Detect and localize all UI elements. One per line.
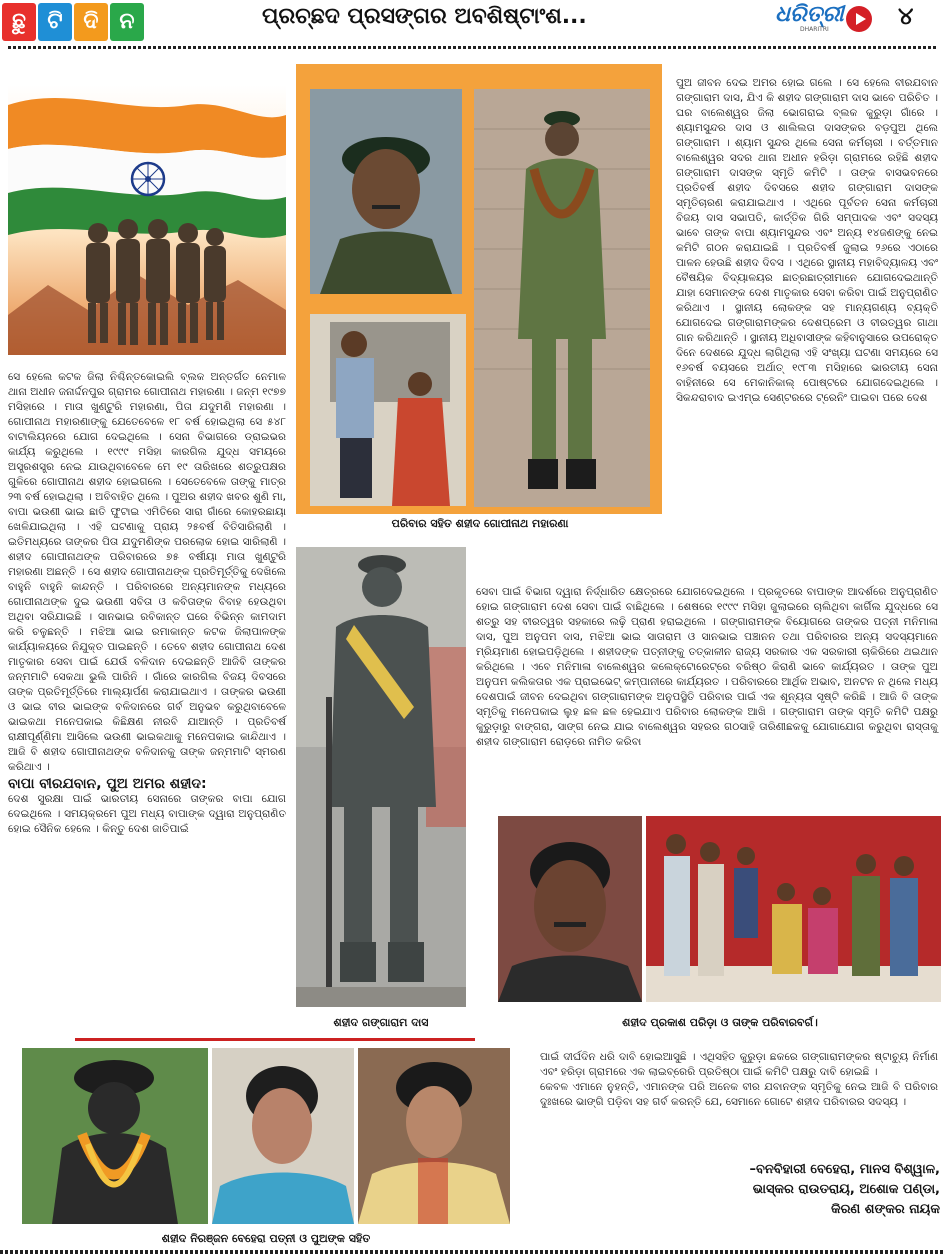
article-gangaram-wide xyxy=(476,585,938,750)
header-divider xyxy=(8,46,938,49)
subhead-body: ଦେଶ ସୁରକ୍ଷା ପାଇଁ ଭାରତୀୟ ସେନାରେ ତାଙ୍କର ବାପା ଯୋଗ ଦେଇଥିଲେ । ସମୟକ୍ରମେ ପୁଅ ମଧ୍ୟ ବାପାଙ୍କ ଦ୍ୱାରା ଅନୁପ୍ରାଣିତ ହୋଇ ସୈନିକ ହେଲେ । କିନ୍ତୁ ଦେଶ ଜାତିପାଇଁ xyxy=(8,793,286,835)
gangaram-memorial-statue xyxy=(296,547,466,1007)
article-gangaram-column xyxy=(676,76,938,406)
gopinath-photo-frame xyxy=(296,64,662,514)
flag-soldiers-illustration xyxy=(8,85,286,355)
caption-niranjan: ଶହୀଦ ନିରଞ୍ଜନ ବେହେରା ପତ୍ନୀ ଓ ପୁଅଙ୍କ ସହିତ xyxy=(161,1232,371,1245)
page-number: ୪ xyxy=(898,2,914,30)
caption-rule-top xyxy=(75,1038,475,1041)
newspaper-logo[interactable]: ଧରିତ୍ରୀ xyxy=(775,2,844,27)
article-closing-remark: କେବଳ ଏମାନେ ନୁହନ୍ତି, ଏମାନଙ୍କ ପରି ଅନେକ ବୀର ଯବାନଙ୍କ ସ୍ମୃତିକୁ ନେଇ ଆଜି ବି ପରିବାର ଦୁଃଖରେ ଭାଙ୍ଗି ପଡ଼ିବା ସହ ଗର୍ବ କରନ୍ତି ଯେ, ସେମାନେ ଗୋଟେ ଶହୀଦ ପରିବାରର ସଦସ୍ୟ । xyxy=(540,1081,938,1108)
niranjan-son-photo xyxy=(358,1048,510,1224)
gopinath-portrait xyxy=(310,89,462,294)
play-icon[interactable] xyxy=(846,6,872,32)
article-gangaram-body: ପୁଅ ଜୀବନ ଦେଇ ଅମର ହୋଇ ଗଲେ । ସେ ହେଲେ ବୀରଯବାନ ଗଙ୍ଗାରାମ ଦାସ, ଯିଏ କି ଶହୀଦ ଗଙ୍ଗାରାମ ଦାସ ଭାବେ ପରିଚିତ । ଘର ବାଲେଶ୍ୱର ଜିଲା ଭୋଗରାଇ ବ୍ଲକ କୁରୁଡ଼ା ଗାଁରେ । ଶ୍ୟାମସୁନ୍ଦର ଦାସ ଓ ଶାଲିଲତା ଦାସଙ୍କର ବଡ଼ପୁଅ ଥିଲେ ଗଙ୍ଗାରାମ । ଶ୍ୟାମ ସୁନ୍ଦର ଥିଲେ ସେନା କର୍ମଚାରୀ । ବର୍ତ୍ତମାନ ବାଲେଶ୍ୱର ସଦର ଥାନା ଅଧୀନ ହରିଡ଼ା ଗ୍ରାମରେ ରହିଛି ଶହୀଦ ଗଙ୍ଗାରାମ ଦାସଙ୍କ ସ୍ମୃତି କମିଟି । ତାଙ୍କ ବାସଭବନରେ ପ୍ରତିବର୍ଷ ଶହୀଦ ଦିବସରେ ଶହୀଦ ଗଙ୍ଗାରାମ ଦାସଙ୍କ ସ୍ମୃତିଚାରଣ କରାଯାଇଥାଏ । ଏଥିରେ ପୂର୍ବତନ ସେନା କର୍ମଚାରୀ ବିଜୟ ଦାସ ସଭାପତି, କାର୍ତ୍ତିକ ଗିରି ସମ୍ପାଦକ ଏବଂ ସଦସ୍ୟ ଭାବେ ତାଙ୍କ ବାପା ଶ୍ୟାମସୁନ୍ଦର ଏବଂ ଅନ୍ୟ ୧୪ଜଣଙ୍କୁ ନେଇ କମିଟି ଗଠନ କରାଯାଇଛି । ପ୍ରତିବର୍ଷ ଜୁଲାଇ ୨୬ରେ ଏଠାରେ ପାଳନ ହେଉଛି ଶହୀଦ ଦିବସ । ଏଥିରେ ସ୍ଥାନୀୟ ମହାବିଦ୍ୟାଳୟ ଏବଂ ବୈଷୟିକ ବିଦ୍ୟାଳୟର ଛାତ୍ରଛାତ୍ରୀମାନେ ଯୋଗଦେଇଥାନ୍ତି ଯାହା ସେମାନଙ୍କ ଦେଶ ମାତୃକାର ସେବା କରିବା ପାଇଁ ଅନୁପ୍ରାଣିତ କରିଥାଏ । ସ୍ଥାନୀୟ ଲୋକଙ୍କ ସହ ମାନ୍ୟଗଣ୍ୟ ବ୍ୟକ୍ତି ଯୋଗଦେଇ ଗଙ୍ଗାରାମଙ୍କର ଦେଶପ୍ରେମ ଓ ବୀରତ୍ୱର ଗାଥା ଗାନ କରିଥାନ୍ତି । ସ୍ଥାନୀୟ ଅଧିବାସୀଙ୍କ କହିବାନୁସାରେ ଉପରୋକ୍ତ ଦିନେ ଦେଶରେ ଯୁଦ୍ଧ ଲାଗିଥିଲା ଏହି ସଂଖ୍ୟା ଘଟଣା ସମୟରେ ସେ ୧୬ବର୍ଷ ବୟସରେ ଅର୍ଥାତ୍ ୧୯୮୩ ମସିହାରେ ଭାରତୀୟ ସେନା ବାହିନୀରେ ସେ ମେକାନିକାଲ୍ ପୋଷ୍ଟରେ ଯୋଗଦେଇଥିଲେ । ସିକନ୍ଦରାବାଦ ଇଏମ୍ଇ ସେଣ୍ଟରରେ ଟ୍ରେନିଂ ପାଇବା ପରେ ଦେଶ xyxy=(676,77,938,404)
section-tile-2: ଟି xyxy=(38,3,72,41)
footer-divider xyxy=(0,1250,945,1254)
niranjan-wife-photo xyxy=(212,1048,354,1224)
prakash-portrait xyxy=(498,816,642,1002)
caption-gangaram: ଶହୀଦ ଗଙ୍ଗାରାମ ଦାସ xyxy=(333,1016,429,1029)
article-gopinath xyxy=(8,370,286,837)
article-gopinath-body: ସେ ହେଲେ କଟକ ଜିଲା ନିଶ୍ଚିନ୍ତକୋଇଲି ବ୍ଲକ ଅନ୍ତର୍ଗତ ନେମାଳ ଥାନା ଅଧୀନ ଜନାର୍ଦ୍ଦନପୁର ଗ୍ରାମର ଗୋପୀନାଥ ମହାରଣା । ଜନ୍ମ ୧୯୭୭ ମସିହାରେ । ମାତା ଖୁଣ୍ଟୁରି ମହାରଣା, ପିତା ଯଦୁମଣି ମହାରଣା । ଗୋପୀନାଥ ମହାରଣାଙ୍କୁ ଯେତେବେଳେ ୧୮ ବର୍ଷ ହୋଇଥିଲା ସେ ୫୪୮ ବାଟାଲିୟନରେ ଯୋଗ ଦେଇଥିଲେ । ସେନା ବିଭାଗରେ ଡ୍ରାଇଭର କାର୍ଯ୍ୟ କରୁଥିଲେ । ୧୯୯୯ ମସିହା କାରଗିଲ ଯୁଦ୍ଧ ସମୟରେ ଅସ୍ତ୍ରଶସ୍ତ୍ର ନେଇ ଯାଉଥିବାବେଳେ ମେ ୧୯ ତାରିଖରେ ଶତ୍ରୁପକ୍ଷର ଗୁଳିରେ ଗୋପୀନାଥ ଶହୀଦ ହୋଇଗଲେ । ସେତେବେଳେ ତାଙ୍କୁ ମାତ୍ର ୨୩ ବର୍ଷ ହୋଇଥିଲା । ଅବିବାହିତ ଥିଲେ । ପୁଅର ଶହୀଦ ଖବର ଶୁଣି ମା, ବାପା ଭଉଣୀ ଭାଇ ଛାତି ଫୁଟାଇ ଏମିତିରେ ସାରା ଗାଁରେ କୋହରଛାୟା ଖେଳିଯାଇଥିଲା । ଏହି ଘଟଣାକୁ ପ୍ରାୟ ୨୫ବର୍ଷ ବିତିସାରିଲାଣି । ଇତିମଧ୍ୟରେ ତାଙ୍କର ପିତା ଯଦୁମଣିଙ୍କ ପରଲୋକ ହୋଇ ସାରିଲାଣି । ଶହୀଦ ଗୋପୀନାଥଙ୍କ ପରିବାରରେ ୭୫ ବର୍ଷୀୟା ମାତା ଖୁଣ୍ଟୁରି ମହାରଣା ଅଛନ୍ତି । ସେ ଶହୀଦ ଗୋପୀନାଥଙ୍କ ପ୍ରତିମୂର୍ତ୍ତିକୁ ଦେଖିଲେ ବାହୁନି ବାହୁନି କାନ୍ଦନ୍ତି । ପରିବାରରେ ଅନ୍ୟମାନଙ୍କ ମଧ୍ୟରେ ଗୋପୀନାଥଙ୍କ ଦୁଇ ଭଉଣୀ ସବିତା ଓ କବିତାଙ୍କ ବିବାହ ହେଉଥିବା ଅଥିବା ସରିଯାଇଛି । ସାନଭାଇ ରବିକାନ୍ତ ଘରେ ବିଭିନ୍ନ କାମଦାମ କରି ଚଳୁଛନ୍ତି । ମଝିଆ ଭାଇ ରମାକାନ୍ତ କଟକ ଜିଲାପାଳଙ୍କ କାର୍ଯ୍ୟାଳୟରେ ନିଯୁକ୍ତ ପାଇଛନ୍ତି । ତେବେ ଶହୀଦ ଗୋପୀନାଥ ଦେଶ ମାତୃକାର ସେବା ପାଇଁ ଯେଉଁ ବଳିଦାନ ଦେଇଛନ୍ତି ଆଜିବି ତାଙ୍କର ଜନ୍ମମାଟି ସେକଥା ଭୁଲି ପାରିନି । ଗାଁରେ କାରଗିଲ ବିଜୟ ଦିବସରେ ତାଙ୍କ ପ୍ରତିମୂର୍ତ୍ତିରେ ମାଲ୍ୟାର୍ପଣ କରାଯାଇଥାଏ । ତାଙ୍କର ଭଉଣୀ ଓ ଭାଇ ବୀର ଭାଇଙ୍କ ବଳିଦାନରେ ଗର୍ବ ଅନୁଭବ କରୁଥିବାବେଳେ ଭାଇକଥା ମନେପକାଇ କିଛିକ୍ଷଣ ନୀରବି ଯାଆନ୍ତି । ପ୍ରତିବର୍ଷ ରାକ୍ଷୀପୂର୍ଣ୍ଣିମା ଆସିଲେ ଭଉଣୀ ଭାଇକଥାକୁ ମନେପକାଇ କାନ୍ଦିଥାଏ । ଆଜି ବି ଶହୀଦ ଗୋପୀନାଥଙ୍କ ବଳିଦାନକୁ ତାଙ୍କ ଜନ୍ମମାଟି ସ୍ମରଣ କରିଥାଏ । xyxy=(8,371,286,773)
section-tile-4: ନ xyxy=(110,3,144,41)
gangaram-statue-photo xyxy=(474,89,650,507)
subhead-father-son: ବାପା ବୀରଯବାନ, ପୁଅ ଅମର ଶହୀଦ: xyxy=(8,776,207,792)
article-gangaram-wide-body: ସେବା ପାଇଁ ବିଭାଗ ଦ୍ୱାରା ନିର୍ଦ୍ଧାରିତ କ୍ଷେତ୍ରରେ ଯୋଗଦେଇଥିଲେ । ପ୍ରକୃତରେ ବାପାଙ୍କ ଆଦର୍ଶରେ ଅନୁପ୍ରାଣିତ ହୋଇ ଗଙ୍ଗାରାମ ଦେଶ ସେବା ପାଇଁ ବାଛିଥିଲେ । ଶେଷରେ ୧୯୯୯ ମସିହା ଜୁଲାଇରେ ଚାଲିଥିବା କାର୍ଗିଲ ଯୁଦ୍ଧରେ ସେ ଶତ୍ରୁ ସହ ବୀରତ୍ୱର ସହକାରେ ଲଢ଼ି ପ୍ରାଣ ହରାଇଥିଲେ । ଗଙ୍ଗାରାମଙ୍କ ବିୟୋଗରେ ତାଙ୍କର ପତ୍ନୀ ମନିମାଳା ଦାସ, ପୁଅ ଅନୁପମ ଦାସ, ମଝିଆ ଭାଇ ସାତାରାମ ଓ ସାନଭାଇ ପଞ୍ଚାନନ ତଥା ପରିବାରର ଅନ୍ୟ ସଦସ୍ୟମାନେ ମ୍ରିୟମାଣ ହୋଇପଡ଼ିଥିଲେ । ଶହୀଦଙ୍କ ପତ୍ନୀଙ୍କୁ ତତ୍କାଳୀନ ରାଜ୍ୟ ସରକାର ଏକ ସରକାରୀ ଚାକିରିରେ ଥଇଥାନ କରିଥିଲେ । ଏବେ ମନିମାଳା ବାଲେଶ୍ୱର କଲେକ୍ଟୋରେଟ୍‌ରେ ବରିଷ୍ଠ କିରାଣି ଭାବେ କାର୍ଯ୍ୟରତ । ତାଙ୍କ ପୁଅ ଅନୁପମ କଲିକତାର ଏକ ପ୍ରାଇଭେଟ୍ କମ୍ପାନୀରେ କାର୍ଯ୍ୟରତ । ପରିବାରରେ ଆର୍ଥିକ ଅଭାବ, ଅନଟନ ନ ଥିଲେ ମଧ୍ୟ ଦେଶପାଇଁ ଜୀବନ ଦେଇଥିବା ଗଙ୍ଗାରାମଙ୍କ ଅନୁପସ୍ଥିତି ପରିବାର ପାଇଁ ଏକ ଶୂନ୍ୟତା ସୃଷ୍ଟି କରିଛି । ଆଜି ବି ତାଙ୍କ ସ୍ମୃତିକୁ ମନେପକାଇ ଲୁହ ଛଳ ଛଳ ହେଇଯାଏ ପରିବାର ଲୋକଙ୍କ ଆଖି । ଗଙ୍ଗାରାମ ତାଙ୍କ ସ୍ମୃତି କମିଟି ପକ୍ଷରୁ କୁରୁଡ଼ାରୁ ବାଙ୍ଗରା, ସାଙ୍ଗ ନେଇ ଯାଇ ବାଲେଶ୍ୱର ସହରର ଗଠସାହି ତାରିଣୀଛକକୁ ଯୋଗାଯୋଗ କରୁଥିବା ରାସ୍ତାକୁ ଶହୀଦ ଗଙ୍ଗାରାମ ରୋଡ଼ରେ ନାମିତ କରିବା xyxy=(476,586,938,748)
page-headline: ପ୍ରଚ୍ଛଦ ପ୍ରସଙ୍ଗର ଅବଶିଷ୍ଟାଂଶ... xyxy=(262,4,587,29)
gopinath-family-photo xyxy=(310,314,466,506)
byline xyxy=(640,1160,940,1220)
niranjan-bust-photo xyxy=(22,1048,208,1224)
section-tile-3: ଦି xyxy=(74,3,108,41)
caption-prakash: ଶହୀଦ ପ୍ରକାଶ ପରିଡ଼ା ଓ ତାଙ୍କ ପରିବାରବର୍ଗ। xyxy=(622,1016,818,1029)
article-closing xyxy=(540,1050,938,1110)
newspaper-logo-sub: DHARITRI xyxy=(800,26,829,33)
byline-line-3: କିରଣ ଶଙ୍କର ନାୟକ xyxy=(830,1202,940,1217)
section-tile-1: ଛୁ xyxy=(2,3,36,41)
byline-line-1: –ବନବିହାରୀ ବେହେରା, ମାନସ ବିଶ୍ୱାଳ, xyxy=(749,1162,940,1177)
caption-gopinath: ପରିବାର ସହିତ ଶହୀଦ ଗୋପୀନାଥ ମହାରଣା xyxy=(391,517,569,530)
article-closing-demand: ପାଇଁ ଦୀର୍ଘଦିନ ଧରି ଦାବି ହୋଇଆସୁଛି । ଏଥିସହିତ କୁରୁଡ଼ା ଛକରେ ଗଙ୍ଗାରାମଙ୍କର ଷ୍ଟାଚ୍ୟୁ ନିର୍ମାଣ ଏବଂ ହରିଡ଼ା ଗ୍ରାମରେ ଏକ ଲାଇବ୍ରେରି ପ୍ରତିଷ୍ଠା ପାଇଁ କମିଟି ପକ୍ଷରୁ ଦାବି ହୋଇଛି । xyxy=(540,1051,938,1078)
byline-line-2: ଭାସ୍କର ରାଉତରାୟ, ଅଶୋକ ପଣ୍ଡା, xyxy=(752,1182,940,1197)
prakash-family-photo xyxy=(646,816,941,1002)
